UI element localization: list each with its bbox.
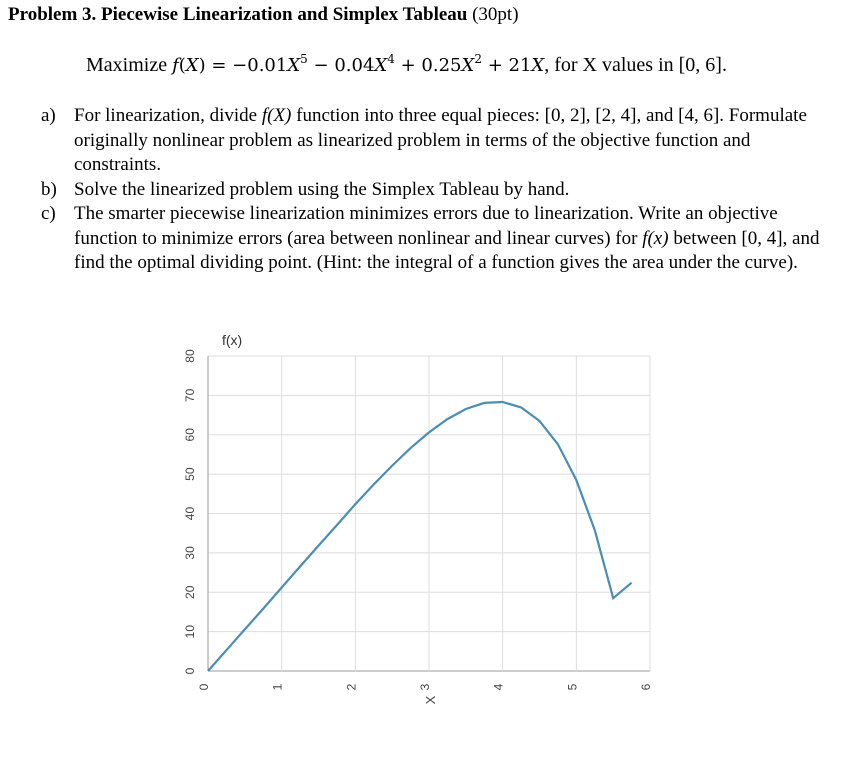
y-tick-label: 0 bbox=[183, 667, 197, 675]
task-label-a: a) bbox=[41, 105, 56, 126]
chart-title: f(x) bbox=[222, 332, 243, 348]
x-tick-label: 0 bbox=[197, 683, 211, 691]
y-tick-label: 40 bbox=[183, 506, 197, 521]
y-tick-label: 80 bbox=[183, 349, 197, 363]
objective-formula: $f(X) = -0.01X^5 - 0.04X^4 + 0.25X^2 + 21X$ bbox=[172, 52, 545, 76]
task-label-b: b) bbox=[41, 178, 57, 200]
objective-lead: Maximize bbox=[86, 54, 168, 76]
x-tick-label: 4 bbox=[491, 683, 506, 691]
objective-tail: , for X values in [0, 6]. bbox=[544, 54, 727, 76]
task-text-c-end: between [0, 4], and find the optimal dividing point. (Hint: the integral of a function gives the area under the curve). bbox=[74, 227, 820, 273]
task-text-c-start: The smarter piecewise linearization minimizes errors due to linearization. Write an objective function to minimize errors (area between nonlinear and linear curves) for bbox=[74, 203, 778, 249]
problem-points: (30pt) bbox=[472, 4, 519, 25]
task-text-a-start: For linearization, divide bbox=[74, 105, 262, 126]
chart-ticks bbox=[183, 349, 653, 690]
problem-title-text: Problem 3. Piecewise Linearization and Simplex Tableau bbox=[8, 4, 468, 25]
x-tick-label: 1 bbox=[270, 683, 285, 691]
task-text-b: Solve the linearized problem using the Simplex Tableau by hand. bbox=[74, 178, 570, 200]
chart-x-axis-label: X bbox=[423, 695, 438, 705]
chart-grid bbox=[208, 356, 650, 671]
x-tick-label: 5 bbox=[565, 683, 580, 691]
x-tick-label: 6 bbox=[639, 683, 653, 691]
y-tick-label: 50 bbox=[183, 467, 197, 481]
chart-series-line bbox=[208, 402, 632, 671]
y-tick-label: 10 bbox=[183, 624, 197, 639]
x-tick-label: 2 bbox=[344, 683, 359, 691]
y-tick-label: 20 bbox=[183, 585, 197, 599]
task-text-a-end: function into three equal pieces: [0, 2], [2, 4], and [4, 6]. Formulate originally nonlinear problem as linearized problem in terms of the objective function and constraints. bbox=[74, 105, 807, 175]
task-label-c: c) bbox=[41, 203, 56, 224]
y-tick-label: 30 bbox=[183, 546, 197, 560]
y-tick-label: 60 bbox=[183, 428, 197, 442]
task-text-a-func: f(X) bbox=[261, 105, 292, 126]
x-tick-label: 3 bbox=[418, 683, 432, 691]
task-text-c-func: f(x) bbox=[642, 227, 669, 249]
y-tick-label: 70 bbox=[183, 388, 197, 403]
